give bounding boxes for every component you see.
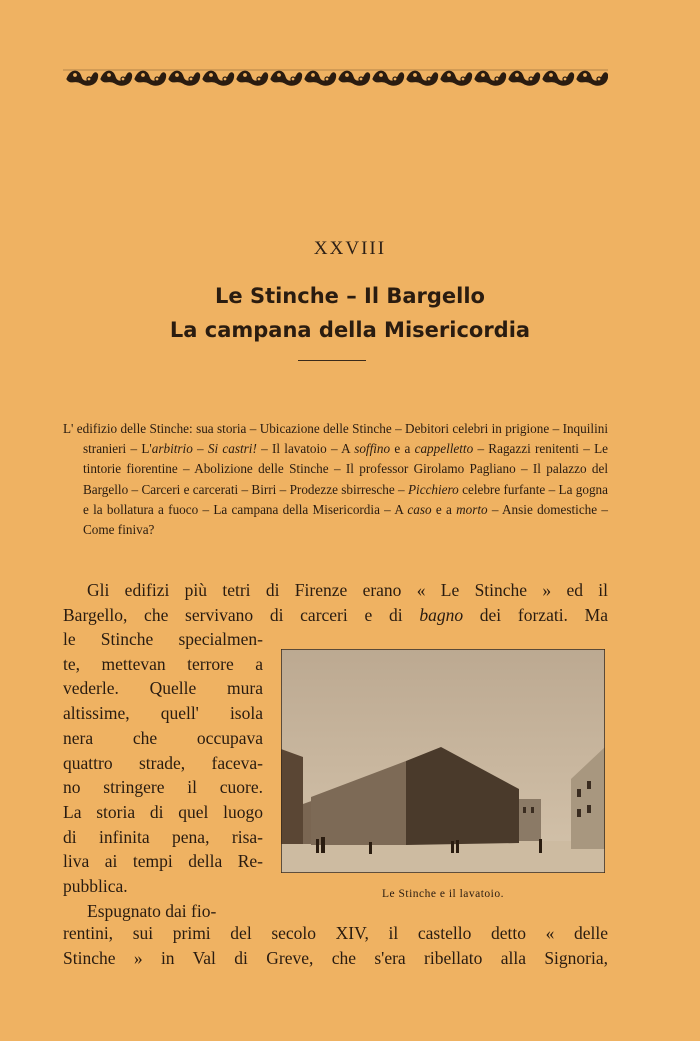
narrow-line: altissime, quell' isola [63,703,263,724]
chapter-title-line-2: La campana della Misericordia [169,318,531,342]
summary-italic-segment: arbitrio [151,441,193,457]
summary-italic-segment: Si castri! [207,441,257,457]
narrow-line: Espugnato dai fio- [87,900,217,921]
body-line-2-a: Bargello, che servivano di carceri e di [63,604,420,625]
body-line-2-b: dei forzati. Ma [463,604,608,625]
narrow-column-text [63,627,263,923]
summary-italic-segment: Picchiero [408,481,459,497]
chapter-summary-text [63,419,608,540]
body-continuation [63,921,608,970]
narrow-line: La storia di quel luogo [63,801,263,822]
summary-segment: celebre furfante – La gogna e la bollatura a fuoco – La campana della Misericordia – A [83,481,608,517]
summary-segment: L' edifizio delle Stinche: sua storia – Ubicazione delle Stinche – Debitori celebri in prigione – Inquilini stranieri – L' [63,421,608,457]
summary-segment: e a [390,441,415,457]
summary-italic-segment: caso [407,501,432,517]
title-divider [298,360,366,361]
narrow-line: nera che occupava [63,727,263,748]
summary-italic-segment: soffino [354,441,391,457]
narrow-line: di infinita pena, risa- [63,826,263,847]
summary-segment: e a [431,501,457,517]
narrow-line: te, mettevan terrore a [63,653,263,674]
body-bottom-line: rentini, sui primi del secolo XIV, il castello detto « delle [63,923,608,943]
illustration-drawing [281,649,605,873]
decorative-border-ornament [63,65,608,89]
summary-segment: – [192,441,208,457]
narrow-line: no stringere il cuore. [63,777,263,798]
narrow-line: liva ai tempi della Re- [63,851,263,872]
chapter-summary [63,419,608,540]
illustration-stinche [281,649,605,873]
summary-segment: – Ansie domestiche – Come finiva? [83,501,608,538]
body-line-2-italic: bagno [419,604,464,625]
body-opening [63,578,608,627]
body-bottom-line: Stinche » in Val di Greve, che s'era ribellato alla Signoria, [63,947,608,968]
chapter-title-line-1: Le Stinche – Il Bargello [215,284,485,308]
body-line-2 [63,603,608,628]
summary-italic-segment: cappelletto [414,441,474,457]
summary-segment: – Il lavatoio – A [256,441,355,457]
narrow-line: quattro strade, faceva- [63,752,263,773]
narrow-line: pubblica. [63,876,128,897]
chapter-number: XXVIII [313,238,387,259]
figure-caption: Le Stinche e il lavatoio. [381,888,505,900]
body-line-1: Gli edifizi più tetri di Firenze erano « Le Stinche » ed il [87,580,608,600]
summary-segment: – Ragazzi renitenti – Le tintorie fiorentine – Abolizione delle Stinche – Il professor Girolamo Pagliano – Il palazzo del Bargello – Carceri e carcerati – Birri – Prodezze sbirresche – [83,441,608,497]
narrow-line: vederle. Quelle mura [63,678,263,699]
narrow-line: le Stinche specialmen- [63,629,263,649]
summary-italic-segment: morto [456,501,488,517]
